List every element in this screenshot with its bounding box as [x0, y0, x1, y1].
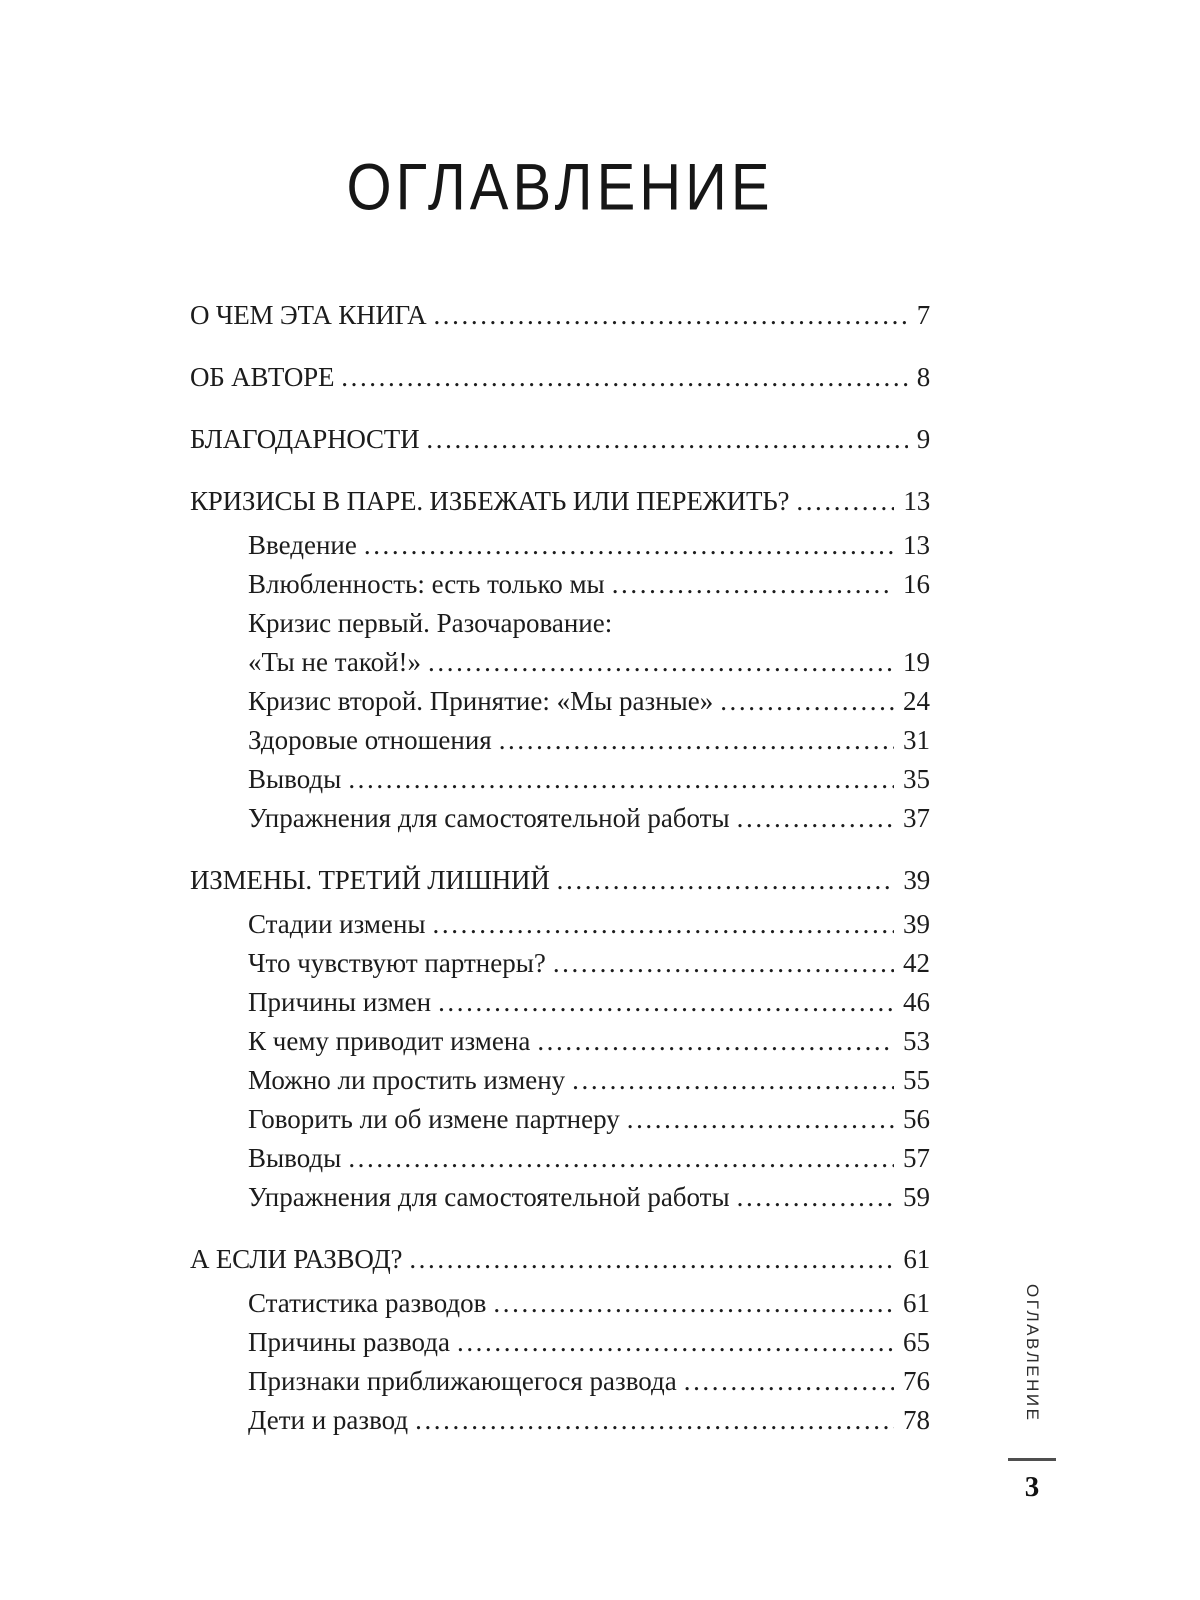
- toc-entry: [190, 604, 930, 643]
- toc-entry-label: Причины измен: [248, 987, 432, 1017]
- toc-entry: [190, 1061, 930, 1100]
- toc-entry-label: Кризис первый. Разочарование:: [248, 608, 613, 638]
- toc-entry-page: 42: [903, 948, 930, 978]
- toc-entry-page: 53: [903, 1026, 930, 1056]
- toc-entry: [190, 1022, 930, 1061]
- toc-entry: [190, 1240, 930, 1279]
- leader-dots: [720, 682, 894, 721]
- toc-entry-page: 35: [903, 764, 930, 794]
- toc-entry: [190, 643, 930, 682]
- toc-entry-page: 76: [903, 1366, 930, 1396]
- leader-dots: [737, 799, 894, 838]
- toc-entry-page: 65: [903, 1327, 930, 1357]
- toc-entry-page: 55: [903, 1065, 930, 1095]
- toc-entry-label: Выводы: [248, 1143, 342, 1173]
- toc-entry-label: К чему приводит измена: [248, 1026, 531, 1056]
- leader-dots: [433, 296, 907, 335]
- leader-dots: [627, 1100, 894, 1139]
- toc-entry-page: 7: [916, 300, 930, 330]
- toc-entry: [190, 565, 930, 604]
- toc-entry-page: 24: [903, 686, 930, 716]
- toc-entry: [190, 799, 930, 838]
- toc-entry-label: А ЕСЛИ РАЗВОД?: [190, 1244, 403, 1274]
- page-title: ОГЛАВЛЕНИЕ: [346, 149, 774, 225]
- toc-entry: [190, 482, 930, 521]
- leader-dots: [341, 358, 907, 397]
- folio-divider: [1008, 1458, 1056, 1461]
- toc-entry-page: 13: [903, 530, 930, 560]
- toc-entry-label: Можно ли простить измену: [248, 1065, 566, 1095]
- toc-entry: [190, 1178, 930, 1217]
- toc-entry-page: 61: [903, 1288, 930, 1318]
- margin-chapter-label: ОГЛАВЛЕНИЕ: [1023, 1284, 1042, 1423]
- toc-entry-page: 9: [916, 424, 930, 454]
- toc-entry-page: 39: [903, 909, 930, 939]
- toc-entry: [190, 1323, 930, 1362]
- margin-tab: [1000, 1284, 1064, 1504]
- toc-entry-label: Что чувствуют партнеры?: [248, 948, 546, 978]
- toc-list: [190, 296, 930, 1440]
- leader-dots: [684, 1362, 894, 1401]
- leader-dots: [426, 420, 907, 459]
- leader-dots: [737, 1178, 894, 1217]
- leader-dots: [438, 983, 894, 1022]
- toc-entry: [190, 1284, 930, 1323]
- leader-dots: [457, 1323, 894, 1362]
- leader-dots: [572, 1061, 894, 1100]
- toc-entry-label: ИЗМЕНЫ. ТРЕТИЙ ЛИШНИЙ: [190, 865, 550, 895]
- leader-dots: [537, 1022, 894, 1061]
- toc-entry-label: ОБ АВТОРЕ: [190, 362, 335, 392]
- leader-dots: [364, 526, 894, 565]
- folio-page-number: 3: [1024, 1471, 1040, 1503]
- toc-entry: [190, 760, 930, 799]
- leader-dots: [796, 482, 894, 521]
- toc-entry: [190, 721, 930, 760]
- leader-dots: [557, 861, 895, 900]
- toc-entry: [190, 296, 930, 335]
- toc-entry-label: Упражнения для самостоятельной работы: [248, 803, 730, 833]
- toc-entry: [190, 526, 930, 565]
- leader-dots: [499, 721, 894, 760]
- leader-dots: [553, 944, 894, 983]
- toc-entry-label: Дети и развод: [248, 1405, 409, 1435]
- leader-dots: [428, 643, 894, 682]
- toc-entry-page: 46: [903, 987, 930, 1017]
- toc-entry-label: КРИЗИСЫ В ПАРЕ. ИЗБЕЖАТЬ ИЛИ ПЕРЕЖИТЬ?: [190, 486, 790, 516]
- toc-entry-page: 57: [903, 1143, 930, 1173]
- toc-entry: [190, 420, 930, 459]
- toc-entry: [190, 682, 930, 721]
- toc-entry-page: 16: [903, 569, 930, 599]
- toc-entry: [190, 983, 930, 1022]
- toc-entry-label: Введение: [248, 530, 357, 560]
- toc-entry-label: О ЧЕМ ЭТА КНИГА: [190, 300, 427, 330]
- leader-dots: [433, 905, 894, 944]
- toc-entry: [190, 905, 930, 944]
- toc-entry-page: 61: [903, 1244, 930, 1274]
- toc-entry-label: Здоровые отношения: [248, 725, 492, 755]
- toc-entry-page: 19: [903, 647, 930, 677]
- toc-entry-page: 31: [903, 725, 930, 755]
- toc-entry-label: Влюбленность: есть только мы: [248, 569, 605, 599]
- leader-dots: [493, 1284, 894, 1323]
- toc-entry-label: Упражнения для самостоятельной работы: [248, 1182, 730, 1212]
- toc-entry-label: БЛАГОДАРНОСТИ: [190, 424, 420, 454]
- toc-entry-label: Причины развода: [248, 1327, 450, 1357]
- toc-entry-page: 8: [916, 362, 930, 392]
- toc-entry-page: 13: [903, 486, 930, 516]
- leader-dots: [415, 1401, 894, 1440]
- toc-entry: [190, 1401, 930, 1440]
- toc-entry-label: Говорить ли об измене партнеру: [248, 1104, 620, 1134]
- leader-dots: [348, 1139, 894, 1178]
- toc-entry: [190, 1100, 930, 1139]
- toc-entry-label: Стадии измены: [248, 909, 426, 939]
- toc-entry-label: Кризис второй. Принятие: «Мы разные»: [248, 686, 714, 716]
- toc-entry-label: «Ты не такой!»: [248, 647, 422, 677]
- leader-dots: [409, 1240, 894, 1279]
- toc-entry-page: 37: [903, 803, 930, 833]
- toc-entry-page: 56: [903, 1104, 930, 1134]
- toc-entry: [190, 861, 930, 900]
- toc-entry: [190, 944, 930, 983]
- toc-entry: [190, 1362, 930, 1401]
- toc-entry-page: 59: [903, 1182, 930, 1212]
- toc-entry-label: Выводы: [248, 764, 342, 794]
- leader-dots: [348, 760, 894, 799]
- toc-entry-label: Статистика разводов: [248, 1288, 487, 1318]
- toc-entry-label: Признаки приближающегося развода: [248, 1366, 677, 1396]
- toc-entry: [190, 1139, 930, 1178]
- toc-entry: [190, 358, 930, 397]
- toc-entry-page: 78: [903, 1405, 930, 1435]
- toc-entry-page: 39: [903, 865, 930, 895]
- leader-dots: [612, 565, 894, 604]
